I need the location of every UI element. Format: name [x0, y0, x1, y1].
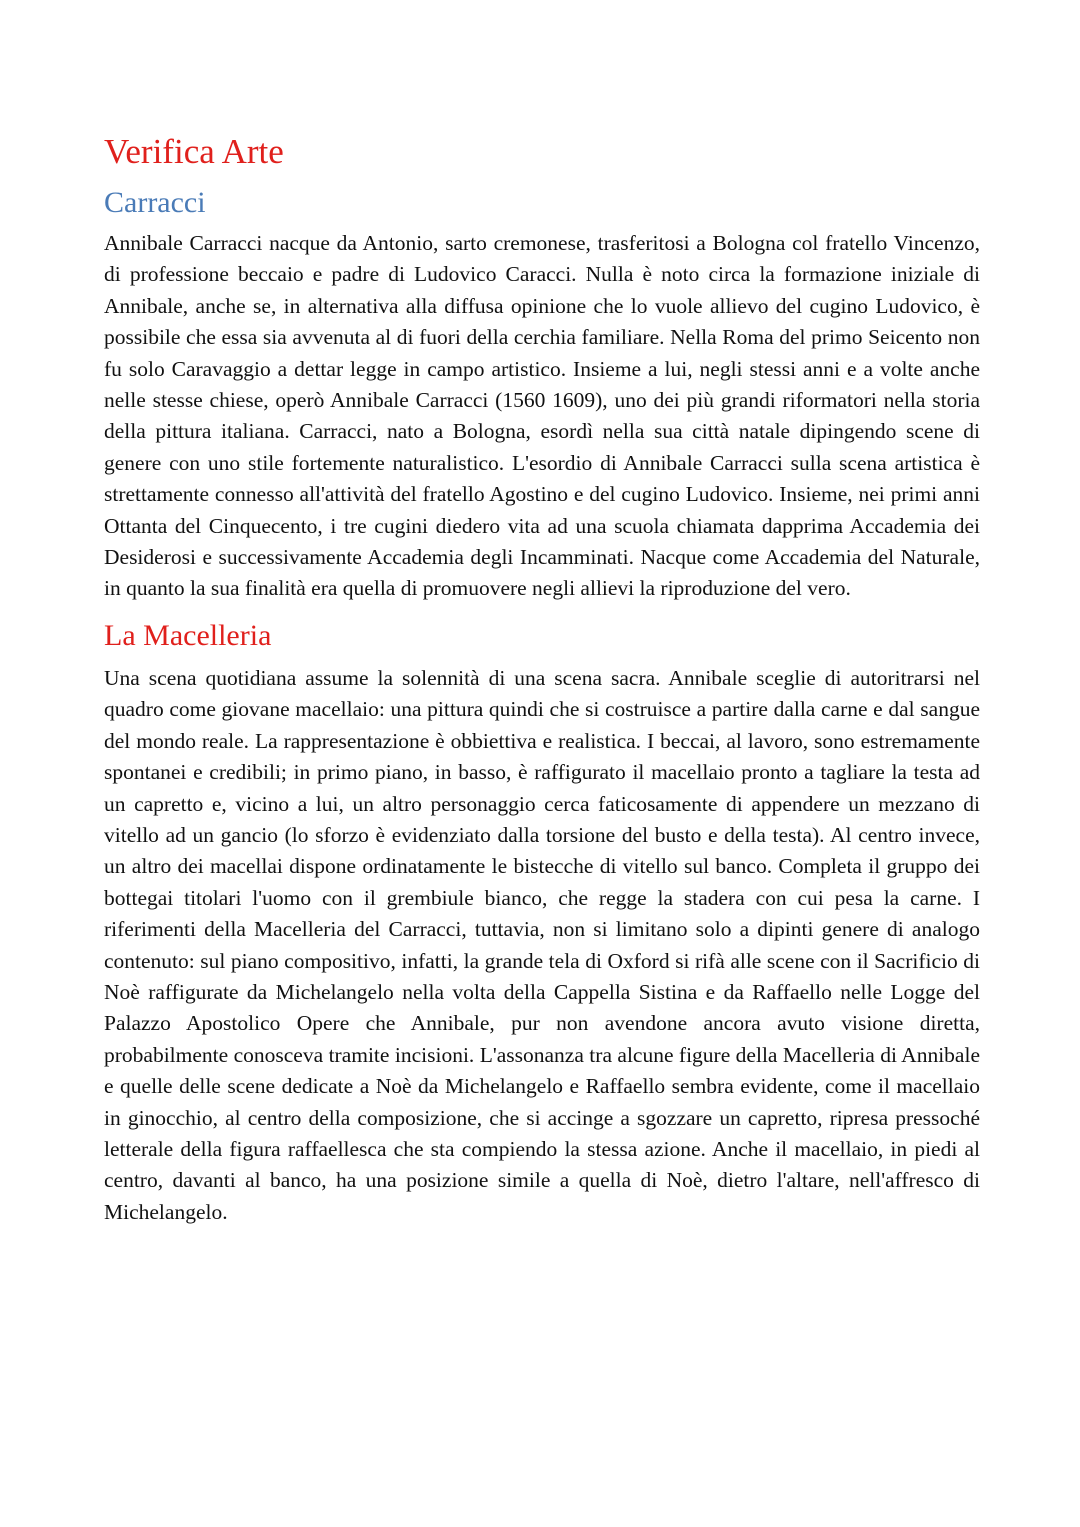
section-heading-la-macelleria: La Macelleria	[104, 618, 272, 652]
section-heading-carracci: Carracci	[104, 186, 206, 219]
document-page	[104, 128, 980, 1228]
section-text-carracci: Annibale Carracci nacque da Antonio, sarto cremonese, trasferitosi a Bologna col fratello Vincenzo, di professione beccaio e padre di Ludovico Caracci. Nulla è noto circa la formazione iniziale di Annibale, anche se, in alternativa alla diffusa opinione che lo vuole allievo del cugino Ludovico, è possibile che essa sia avvenuta al di fuori della cerchia familiare. Nella Roma del primo Seicento non fu solo Caravaggio a dettar legge in campo artistico. Insieme a lui, negli stessi anni e a volte anche nelle stesse chiese, operò Annibale Carracci (1560 1609), uno dei più grandi riformatori nella storia della pittura italiana. Carracci, nato a Bologna, esordì nella sua città natale dipingendo scene di genere con uno stile fortemente naturalistico. L'esordio di Annibale Carracci sulla scena artistica è strettamente connesso all'attività del fratello Agostino e del cugino Ludovico. Insieme, nei primi anni Ottanta del Cinquecento, i tre cugini diedero vita ad una scuola chiamata dapprima Accademia dei Desiderosi e successivamente Accademia degli Incamminati. Nacque come Accademia del Naturale, in quanto la sua finalità era quella di promuovere negli allievi la riproduzione del vero.	[104, 231, 980, 601]
document-title: Verifica Arte	[104, 132, 284, 171]
section-text-la-macelleria: Una scena quotidiana assume la solennità di una scena sacra. Annibale sceglie di autoritrarsi nel quadro come giovane macellaio: una pittura quindi che si costruisce a partire dalla carne e dal sangue del mondo reale. La rappresentazione è obbiettiva e realistica. I beccai, al lavoro, sono estremamente spontanei e credibili; in primo piano, in basso, è raffigurato il macellaio pronto a tagliare la testa ad un capretto e, vicino a lui, un altro personaggio cerca faticosamente di appendere un mezzano di vitello ad un gancio (lo sforzo è evidenziato dalla torsione del busto e della testa). Al centro invece, un altro dei macellai dispone ordinatamente le bistecche di vitello sul banco. Completa il gruppo dei bottegai titolari l'uomo con il grembiule bianco, che regge la stadera con cui pesa la carne. I riferimenti della Macelleria del Carracci, tuttavia, non si limitano solo a dipinti genere di analogo contenuto: sul piano compositivo, infatti, la grande tela di Oxford si rifà alle scene con il Sacrificio di Noè raffigurate da Michelangelo nella volta della Cappella Sistina e da Raffaello nelle Logge del Palazzo Apostolico Opere che Annibale, pur non avendone ancora avuto visione diretta, probabilmente conosceva tramite incisioni. L'assonanza tra alcune figure della Macelleria di Annibale e quelle delle scene dedicate a Noè da Michelangelo e Raffaello sembra evidente, come il macellaio in ginocchio, al centro della composizione, che si accinge a sgozzare un capretto, ripresa pressoché letterale della figura raffaellesca che sta compiendo la stessa azione. Anche il macellaio, in piedi al centro, davanti al banco, ha una posizione simile a quella di Noè, dietro l'altare, nell'affresco di Michelangelo.	[104, 665, 980, 1224]
